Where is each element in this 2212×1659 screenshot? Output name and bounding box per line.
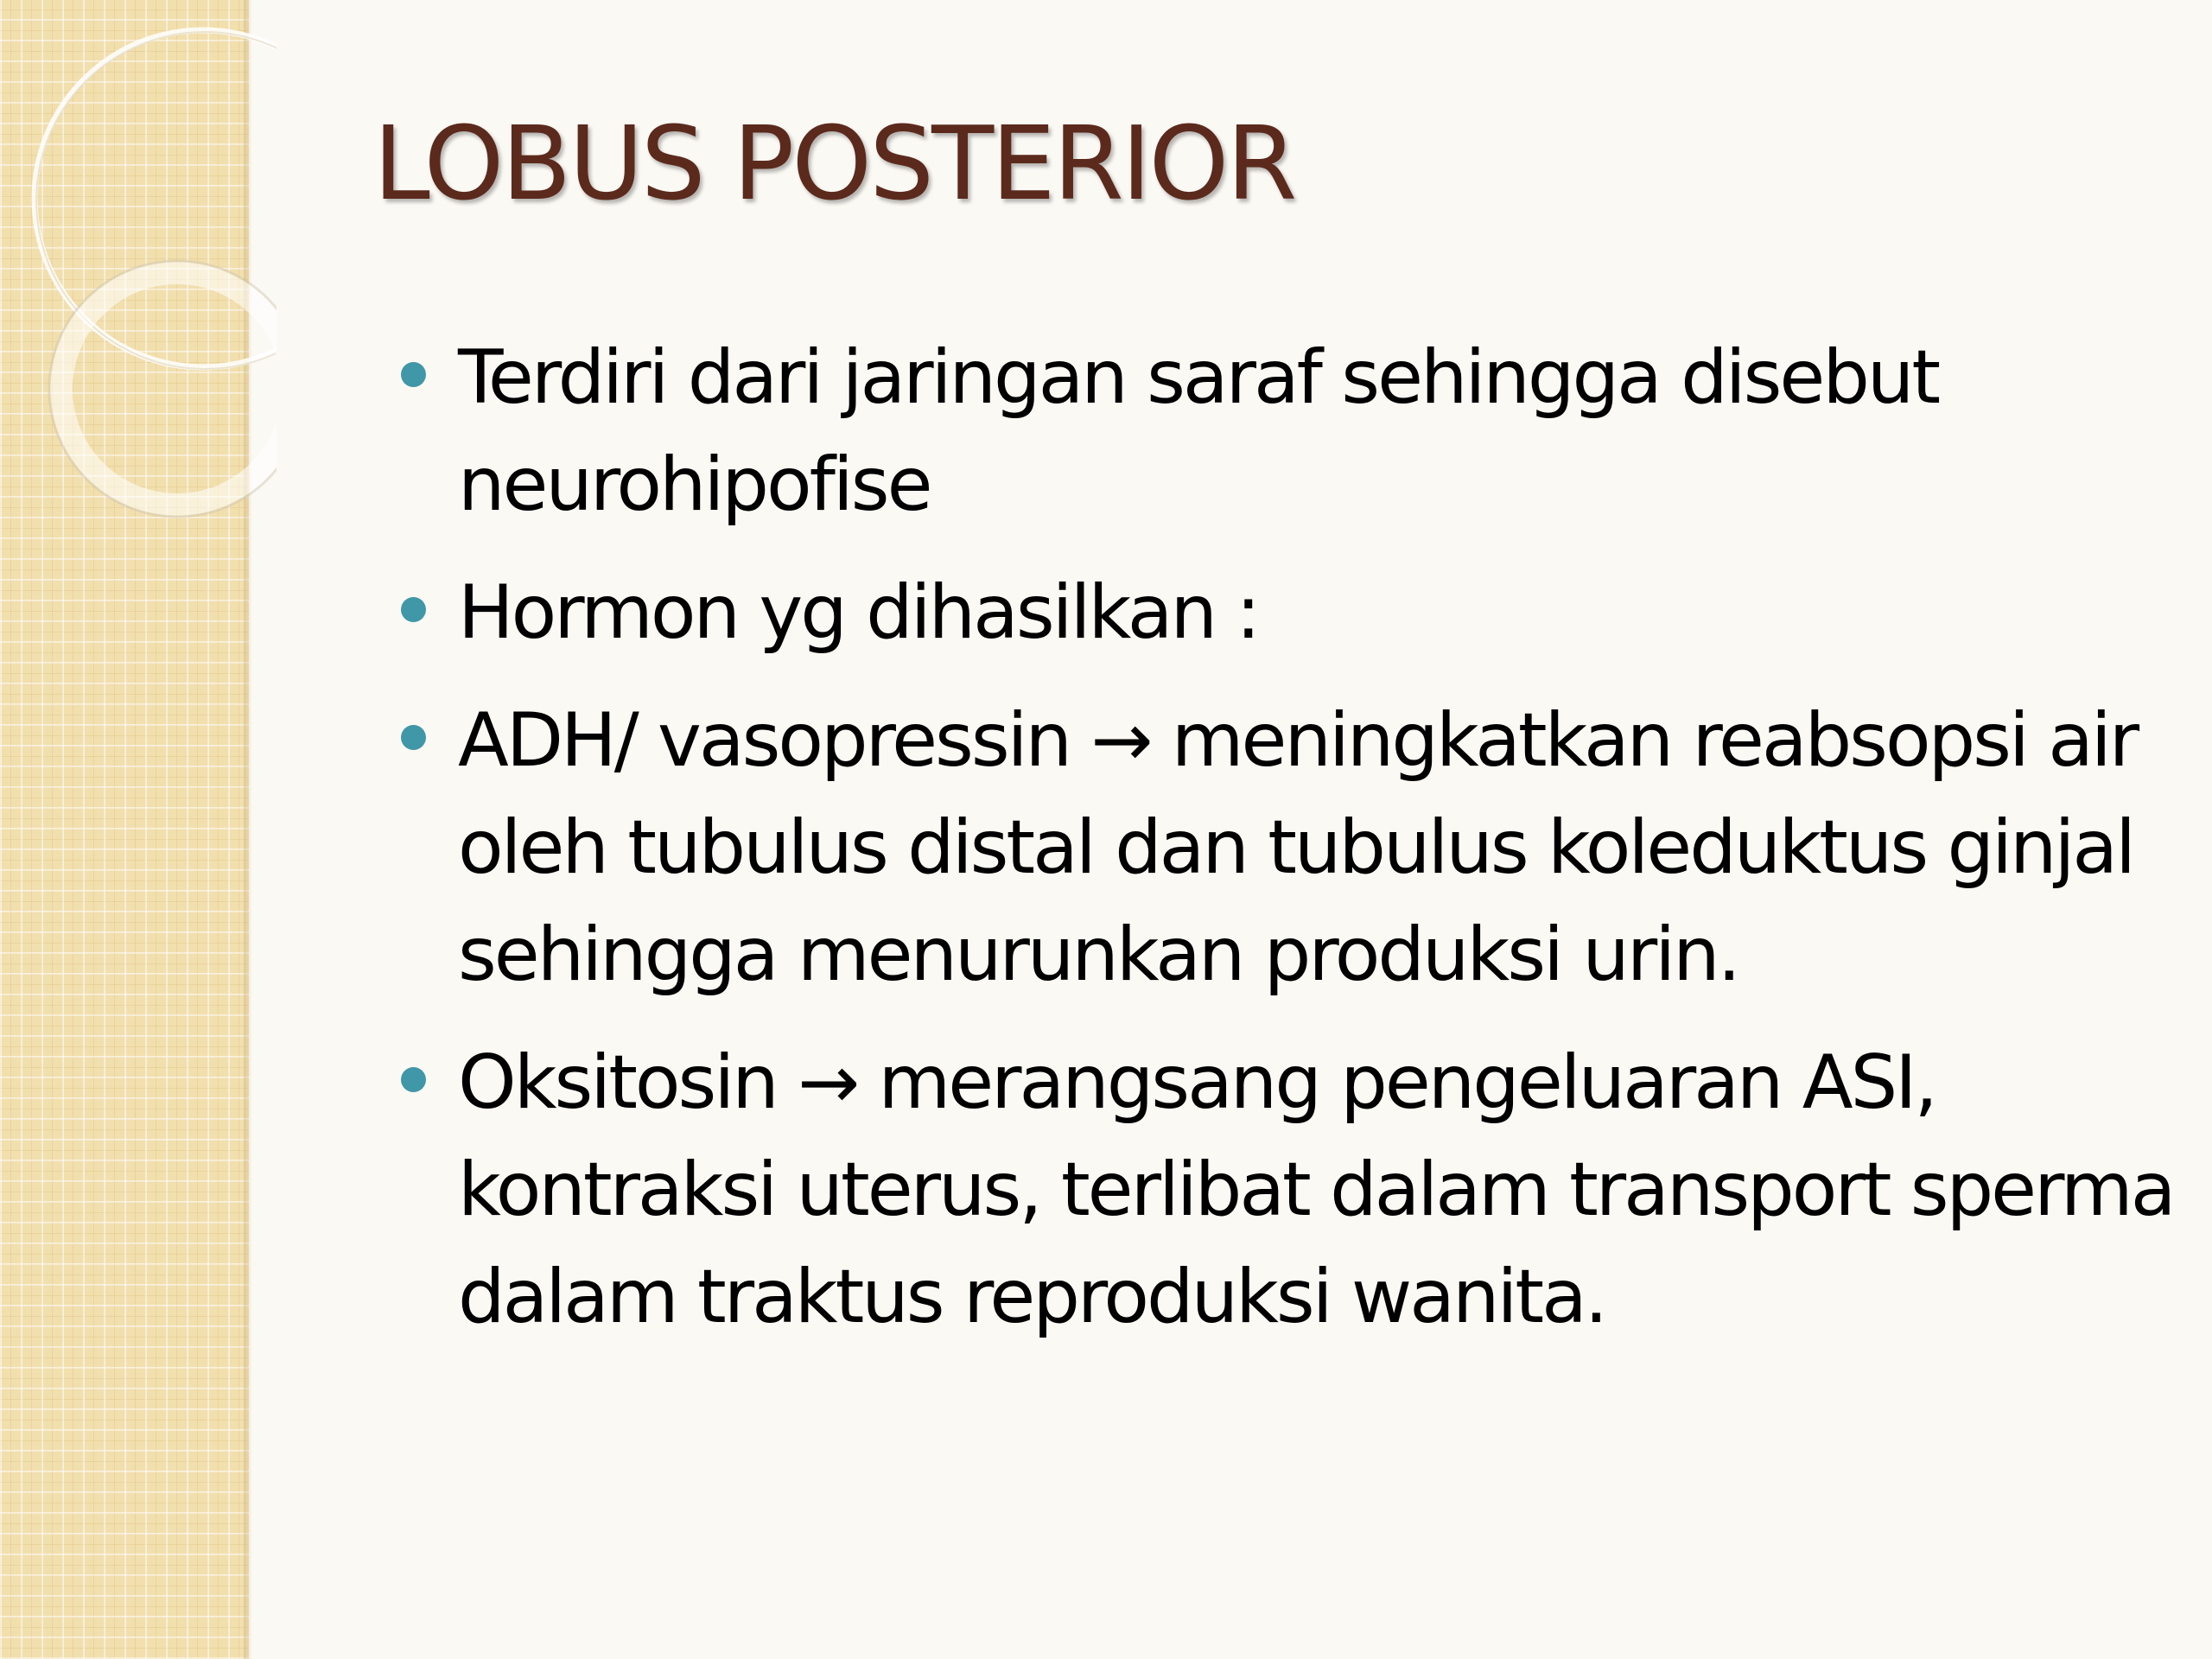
bullet-dot-icon <box>401 725 426 750</box>
bullet-item <box>458 1029 2177 1351</box>
bullet-text: Hormon yg dihasilkan : <box>458 569 1259 656</box>
bullet-list <box>458 324 2177 1371</box>
bullet-dot-icon <box>401 597 426 622</box>
bullet-text: Terdiri dari jaringan saraf sehingga disebut neurohipofise <box>458 334 1939 528</box>
bullet-dot-icon <box>401 362 426 387</box>
small-ring <box>61 273 276 505</box>
slide-title: LOBUS POSTERIOR <box>373 104 1295 223</box>
decorative-rings <box>0 0 276 553</box>
bullet-item <box>458 559 2177 666</box>
bullet-dot-icon <box>401 1067 426 1092</box>
bullet-item <box>458 324 2177 538</box>
bullet-text: ADH/ vasopressin → meningkatkan reabsopsi air oleh tubulus distal dan tubulus koleduktus ginjal sehingga menurunkan produksi urin. <box>458 697 2138 998</box>
bullet-item <box>458 687 2177 1008</box>
bullet-text: Oksitosin → merangsang pengeluaran ASI, kontraksi uterus, terlibat dalam transport sperma dalam traktus reproduksi wanita. <box>458 1039 2174 1340</box>
